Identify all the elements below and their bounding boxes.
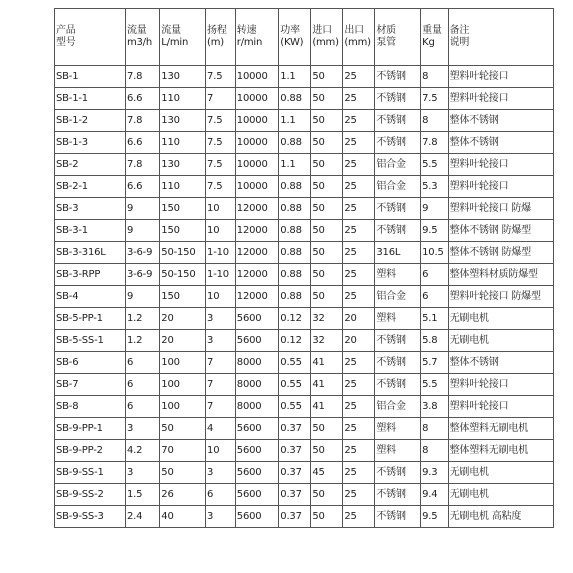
table-row	[55, 66, 554, 88]
table-cell: 6.6	[125, 176, 159, 198]
header-label: 产品	[56, 25, 76, 36]
table-cell: 20	[160, 330, 206, 352]
table-cell: 70	[160, 440, 206, 462]
table-cell: 9.3	[421, 462, 448, 484]
table-row	[55, 374, 554, 396]
header-label: 备注	[449, 25, 470, 36]
table-row	[55, 264, 554, 286]
table-cell: 6.6	[125, 132, 159, 154]
table-cell: 7.5	[206, 154, 236, 176]
table-cell: 7	[206, 396, 236, 418]
table-cell: 50	[311, 506, 343, 528]
table-cell: 1.1	[279, 110, 311, 132]
table-cell: 3	[206, 462, 236, 484]
table-cell: 110	[160, 88, 206, 110]
table-cell: 40	[160, 506, 206, 528]
table-cell: 110	[160, 176, 206, 198]
table-cell: 25	[343, 484, 375, 506]
table-cell: 9	[125, 286, 159, 308]
table-cell: 塑料叶轮接口	[448, 66, 553, 88]
table-cell: 7	[206, 374, 236, 396]
table-row	[55, 308, 554, 330]
header-cell	[279, 9, 311, 66]
table-cell: 无刷电机	[448, 484, 553, 506]
table-cell: 316L	[375, 242, 421, 264]
header-unit: (mm)	[344, 37, 371, 48]
table-cell: 50	[311, 110, 343, 132]
table-cell: 10000	[235, 132, 278, 154]
table-row	[55, 220, 554, 242]
table-cell: 5600	[235, 330, 278, 352]
table-cell: 25	[343, 396, 375, 418]
header-label: 进口	[312, 25, 332, 36]
table-cell: 不锈钢	[375, 88, 421, 110]
table-cell: 25	[343, 110, 375, 132]
table-cell: 25	[343, 264, 375, 286]
table-cell: 50	[311, 198, 343, 220]
table-cell: 6	[421, 264, 448, 286]
table-row	[55, 462, 554, 484]
table-cell: 3	[206, 308, 236, 330]
model-cell: SB-1	[55, 66, 126, 88]
table-cell: 150	[160, 198, 206, 220]
table-cell: 8	[421, 418, 448, 440]
table-cell: 130	[160, 154, 206, 176]
table-cell: 0.37	[279, 506, 311, 528]
header-cell	[125, 9, 159, 66]
table-cell: 7.5	[206, 110, 236, 132]
table-cell: 塑料叶轮接口	[448, 154, 553, 176]
table-cell: 41	[311, 352, 343, 374]
model-cell: SB-1-2	[55, 110, 126, 132]
table-cell: 20	[343, 308, 375, 330]
table-cell: 10000	[235, 154, 278, 176]
table-cell: 130	[160, 110, 206, 132]
table-cell: 50	[311, 286, 343, 308]
table-cell: 110	[160, 132, 206, 154]
table-cell: 7.5	[421, 88, 448, 110]
table-cell: 0.37	[279, 418, 311, 440]
table-cell: 25	[343, 506, 375, 528]
header-cell	[235, 9, 278, 66]
table-cell: 9.4	[421, 484, 448, 506]
table-cell: 3-6-9	[125, 264, 159, 286]
table-cell: 10000	[235, 88, 278, 110]
table-cell: 0.37	[279, 440, 311, 462]
table-cell: 5.1	[421, 308, 448, 330]
table-cell: 10000	[235, 66, 278, 88]
model-cell: SB-9-SS-3	[55, 506, 126, 528]
table-cell: 5600	[235, 462, 278, 484]
table-cell: 25	[343, 440, 375, 462]
model-cell: SB-3-316L	[55, 242, 126, 264]
table-cell: 塑料叶轮接口	[448, 396, 553, 418]
model-cell: SB-5-SS-1	[55, 330, 126, 352]
table-cell: 不锈钢	[375, 198, 421, 220]
table-row	[55, 418, 554, 440]
table-cell: 12000	[235, 264, 278, 286]
table-cell: 6	[125, 396, 159, 418]
table-cell: 50	[311, 484, 343, 506]
table-cell: 无刷电机 高粘度	[448, 506, 553, 528]
table-cell: 25	[343, 66, 375, 88]
header-label: 转速	[236, 25, 257, 36]
table-cell: 20	[343, 330, 375, 352]
header-unit: Kg	[422, 37, 435, 48]
table-cell: 50	[311, 154, 343, 176]
table-cell: 塑料叶轮接口	[448, 374, 553, 396]
table-cell: 4.2	[125, 440, 159, 462]
model-cell: SB-4	[55, 286, 126, 308]
table-cell: 50	[160, 462, 206, 484]
header-unit: 型号	[56, 37, 76, 48]
table-cell: 5600	[235, 418, 278, 440]
table-cell: 12000	[235, 242, 278, 264]
table-row	[55, 154, 554, 176]
table-cell: 45	[311, 462, 343, 484]
table-cell: 0.88	[279, 132, 311, 154]
table-cell: 塑料	[375, 308, 421, 330]
table-cell: 25	[343, 242, 375, 264]
model-cell: SB-9-SS-1	[55, 462, 126, 484]
table-cell: 铝合金	[375, 176, 421, 198]
table-cell: 7.5	[206, 66, 236, 88]
table-cell: 3	[206, 330, 236, 352]
header-unit: (mm)	[312, 37, 339, 48]
table-cell: 1.2	[125, 330, 159, 352]
table-row	[55, 396, 554, 418]
table-cell: 12000	[235, 286, 278, 308]
table-cell: 不锈钢	[375, 352, 421, 374]
table-body	[55, 9, 554, 528]
table-cell: 25	[343, 220, 375, 242]
table-cell: 50	[311, 242, 343, 264]
header-label: 出口	[344, 25, 364, 36]
table-cell: 0.88	[279, 242, 311, 264]
model-cell: SB-3	[55, 198, 126, 220]
header-unit: L/min	[161, 37, 189, 48]
table-cell: 5.7	[421, 352, 448, 374]
table-cell: 8000	[235, 396, 278, 418]
table-cell: 7.8	[125, 110, 159, 132]
table-cell: 1.5	[125, 484, 159, 506]
table-cell: 50	[311, 66, 343, 88]
table-cell: 10000	[235, 176, 278, 198]
table-cell: 不锈钢	[375, 110, 421, 132]
table-cell: 0.55	[279, 352, 311, 374]
table-cell: 10	[206, 286, 236, 308]
table-cell: 3-6-9	[125, 242, 159, 264]
table-cell: 塑料	[375, 418, 421, 440]
table-row	[55, 506, 554, 528]
table-cell: 9.5	[421, 506, 448, 528]
header-cell	[343, 9, 375, 66]
table-cell: 25	[343, 154, 375, 176]
table-cell: 9	[125, 220, 159, 242]
table-cell: 7	[206, 88, 236, 110]
table-cell: 无刷电机	[448, 330, 553, 352]
table-cell: 塑料	[375, 440, 421, 462]
table-cell: 50	[311, 176, 343, 198]
table-cell: 不锈钢	[375, 462, 421, 484]
pump-spec-table	[54, 8, 554, 528]
table-cell: 25	[343, 374, 375, 396]
header-cell	[311, 9, 343, 66]
table-row	[55, 352, 554, 374]
table-cell: 整体不锈钢 防爆型	[448, 220, 553, 242]
table-row	[55, 330, 554, 352]
model-cell: SB-2-1	[55, 176, 126, 198]
table-cell: 20	[160, 308, 206, 330]
table-cell: 50	[311, 220, 343, 242]
table-cell: 0.37	[279, 484, 311, 506]
table-cell: 7.5	[206, 132, 236, 154]
table-cell: 12000	[235, 220, 278, 242]
table-cell: 5600	[235, 506, 278, 528]
table-cell: 不锈钢	[375, 66, 421, 88]
table-cell: 不锈钢	[375, 330, 421, 352]
table-cell: 8	[421, 66, 448, 88]
table-cell: 7.5	[206, 176, 236, 198]
table-cell: 整体不锈钢 防爆型	[448, 242, 553, 264]
table-cell: 100	[160, 352, 206, 374]
table-cell: 50	[311, 88, 343, 110]
header-cell	[421, 9, 448, 66]
table-row	[55, 198, 554, 220]
table-cell: 8000	[235, 374, 278, 396]
header-unit: (KW)	[280, 37, 304, 48]
table-cell: 8	[421, 440, 448, 462]
table-cell: 不锈钢	[375, 484, 421, 506]
model-cell: SB-2	[55, 154, 126, 176]
table-cell: 0.55	[279, 374, 311, 396]
model-cell: SB-3-1	[55, 220, 126, 242]
table-cell: 12000	[235, 198, 278, 220]
table-cell: 4	[206, 418, 236, 440]
table-cell: 0.12	[279, 308, 311, 330]
table-cell: 6.6	[125, 88, 159, 110]
table-cell: 1.1	[279, 154, 311, 176]
header-unit: 说明	[449, 37, 470, 48]
table-cell: 50	[311, 132, 343, 154]
table-cell: 整体塑料材质防爆型	[448, 264, 553, 286]
table-cell: 5.5	[421, 374, 448, 396]
table-row	[55, 110, 554, 132]
model-cell: SB-3-RPP	[55, 264, 126, 286]
table-cell: 50	[311, 440, 343, 462]
table-cell: 铝合金	[375, 396, 421, 418]
model-cell: SB-9-PP-1	[55, 418, 126, 440]
table-cell: 10000	[235, 110, 278, 132]
table-cell: 9	[125, 198, 159, 220]
header-cell	[55, 9, 126, 66]
table-cell: 7	[206, 352, 236, 374]
table-cell: 0.88	[279, 198, 311, 220]
table-cell: 5.3	[421, 176, 448, 198]
model-cell: SB-9-PP-2	[55, 440, 126, 462]
table-row	[55, 132, 554, 154]
table-row	[55, 242, 554, 264]
table-cell: 铝合金	[375, 154, 421, 176]
table-row	[55, 440, 554, 462]
model-cell: SB-7	[55, 374, 126, 396]
table-cell: 100	[160, 374, 206, 396]
table-cell: 50	[311, 418, 343, 440]
table-cell: 5600	[235, 308, 278, 330]
table-cell: 25	[343, 286, 375, 308]
table-row	[55, 88, 554, 110]
header-unit: (m)	[207, 37, 224, 48]
table-cell: 50	[160, 418, 206, 440]
table-cell: 整体不锈钢	[448, 132, 553, 154]
table-cell: 26	[160, 484, 206, 506]
table-cell: 0.88	[279, 88, 311, 110]
table-cell: 5600	[235, 484, 278, 506]
table-cell: 6	[421, 286, 448, 308]
table-cell: 0.88	[279, 220, 311, 242]
header-row	[55, 9, 554, 66]
header-cell	[206, 9, 236, 66]
table-row	[55, 484, 554, 506]
table-cell: 32	[311, 330, 343, 352]
table-cell: 50-150	[160, 242, 206, 264]
header-cell	[160, 9, 206, 66]
table-cell: 无刷电机	[448, 462, 553, 484]
table-cell: 32	[311, 308, 343, 330]
table-cell: 塑料叶轮接口 防爆	[448, 198, 553, 220]
table-cell: 9.5	[421, 220, 448, 242]
table-row	[55, 286, 554, 308]
table-cell: 50-150	[160, 264, 206, 286]
table-cell: 不锈钢	[375, 374, 421, 396]
table-cell: 25	[343, 418, 375, 440]
table-cell: 0.37	[279, 462, 311, 484]
table-cell: 25	[343, 176, 375, 198]
table-cell: 塑料	[375, 264, 421, 286]
table-cell: 0.12	[279, 330, 311, 352]
header-label: 重量	[422, 25, 442, 36]
table-cell: 2.4	[125, 506, 159, 528]
table-cell: 0.88	[279, 176, 311, 198]
header-cell	[375, 9, 421, 66]
table-cell: 130	[160, 66, 206, 88]
table-cell: 6	[206, 484, 236, 506]
model-cell: SB-6	[55, 352, 126, 374]
table-cell: 0.55	[279, 396, 311, 418]
table-cell: 不锈钢	[375, 506, 421, 528]
table-cell: 8000	[235, 352, 278, 374]
header-label: 流量	[161, 25, 181, 36]
table-row	[55, 176, 554, 198]
header-label: 扬程	[207, 25, 227, 36]
table-cell: 3.8	[421, 396, 448, 418]
table-cell: 9	[421, 198, 448, 220]
table-cell: 25	[343, 132, 375, 154]
table-cell: 1-10	[206, 242, 236, 264]
table-cell: 塑料叶轮接口	[448, 176, 553, 198]
table-cell: 25	[343, 352, 375, 374]
table-cell: 整体不锈钢	[448, 110, 553, 132]
model-cell: SB-1-3	[55, 132, 126, 154]
table-cell: 7.8	[125, 66, 159, 88]
model-cell: SB-1-1	[55, 88, 126, 110]
table-cell: 10	[206, 198, 236, 220]
table-cell: 25	[343, 88, 375, 110]
table-cell: 1.1	[279, 66, 311, 88]
table-cell: 150	[160, 220, 206, 242]
table-cell: 6	[125, 352, 159, 374]
header-unit: 泵管	[376, 37, 396, 48]
table-cell: 10	[206, 440, 236, 462]
table-cell: 41	[311, 374, 343, 396]
table-cell: 25	[343, 462, 375, 484]
table-cell: 5.8	[421, 330, 448, 352]
table-cell: 铝合金	[375, 286, 421, 308]
table-cell: 7.8	[125, 154, 159, 176]
header-unit: r/min	[236, 37, 263, 48]
table-cell: 5.5	[421, 154, 448, 176]
table-cell: 0.88	[279, 264, 311, 286]
header-cell	[448, 9, 553, 66]
table-cell: 6	[125, 374, 159, 396]
table-cell: 0.88	[279, 286, 311, 308]
table-cell: 150	[160, 286, 206, 308]
header-unit: m3/h	[126, 37, 152, 48]
table-cell: 1.2	[125, 308, 159, 330]
table-cell: 不锈钢	[375, 132, 421, 154]
header-label: 材质	[376, 25, 396, 36]
table-cell: 25	[343, 198, 375, 220]
table-cell: 整体塑料无刷电机	[448, 418, 553, 440]
table-cell: 41	[311, 396, 343, 418]
table-cell: 10.5	[421, 242, 448, 264]
table-cell: 无刷电机	[448, 308, 553, 330]
table-cell: 10	[206, 220, 236, 242]
table-cell: 不锈钢	[375, 220, 421, 242]
table-cell: 塑料叶轮接口 防爆型	[448, 286, 553, 308]
model-cell: SB-9-SS-2	[55, 484, 126, 506]
table-cell: 100	[160, 396, 206, 418]
table-cell: 3	[125, 462, 159, 484]
table-cell: 7.8	[421, 132, 448, 154]
table-cell: 3	[206, 506, 236, 528]
table-cell: 整体不锈钢	[448, 352, 553, 374]
table-cell: 整体塑料无刷电机	[448, 440, 553, 462]
table-cell: 1-10	[206, 264, 236, 286]
table-cell: 3	[125, 418, 159, 440]
header-label: 流量	[126, 25, 147, 36]
model-cell: SB-8	[55, 396, 126, 418]
model-cell: SB-5-PP-1	[55, 308, 126, 330]
table-cell: 8	[421, 110, 448, 132]
header-label: 功率	[280, 25, 300, 36]
table-cell: 5600	[235, 440, 278, 462]
table-cell: 50	[311, 264, 343, 286]
table-cell: 塑料叶轮接口	[448, 88, 553, 110]
